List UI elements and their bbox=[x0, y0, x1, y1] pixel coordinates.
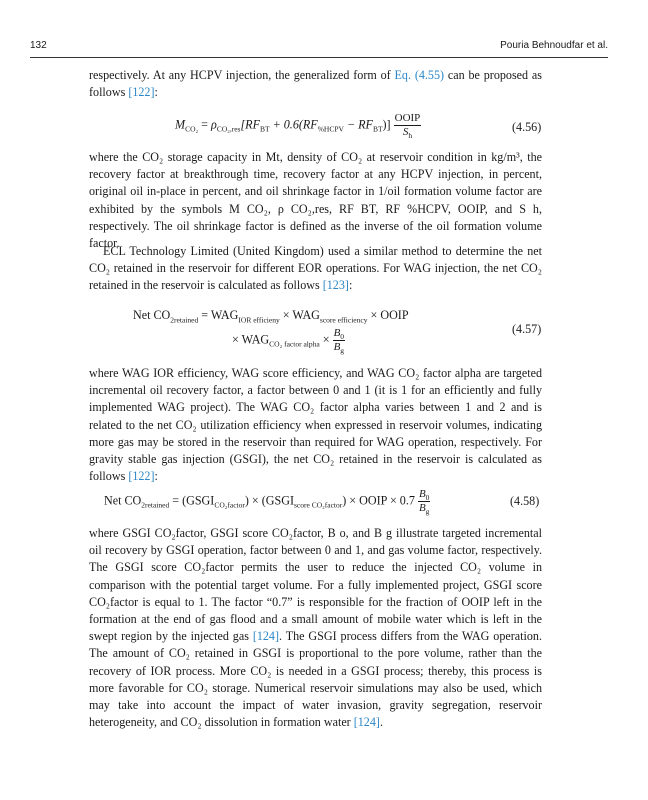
equation-number: (4.58) bbox=[510, 494, 540, 508]
citation-link[interactable]: [124] bbox=[353, 715, 380, 730]
equation-number: (4.56) bbox=[512, 120, 542, 134]
paragraph-2: where the CO₂ storage capacity in Mt, density of CO₂ at reservoir condition in kg/m³, the recovery factor at breakthrough time, recovery factor at any HCPV injection, in percent, original oil in-place in percent, and oil shrinkage factor in 1/oil formation volume factor are exhibited by the symbols M CO₂, ρ CO₂,res, RF BT, RF %HCPV, OOIP, and S h, respectively. The oil shrinkage factor is defined as the inverse of the oil formation volume factor. bbox=[89, 150, 542, 251]
equation-link[interactable]: Eq. (4.55) bbox=[394, 68, 445, 82]
citation-link[interactable]: [122] bbox=[128, 85, 155, 100]
fraction: $\frac{B_0}{B_g}$ bbox=[333, 327, 345, 356]
page-header bbox=[30, 38, 608, 56]
equation-number: (4.57) bbox=[512, 322, 542, 336]
running-head-authors: Pouria Behnoudfar et al. bbox=[500, 40, 608, 51]
equation-4-58: Net $CO_{2retained}$ = $(GSGI_{CO_2factor})$ × $(GSGI_{score CO_2factor})$ × OOIP × 0.7 $\frac{B_0}{B_g}$ bbox=[104, 488, 430, 517]
fraction: $\frac{B_0}{B_g}$ bbox=[418, 488, 430, 517]
equation-4-56: $M_{CO_2} = \rho_{CO_2,res}[RF_{BT} + 0.6(RF_{\%HCPV} - RF_{BT})]$ $\frac{\text{OOIP}}{S_h}$ bbox=[175, 112, 421, 141]
paragraph-3: ECL Technology Limited (United Kingdom) used a similar method to determine the net CO₂ retained in the reservoir for different EOR operations. For WAG injection, the net CO₂ retained in the reservoir is calculated as follows [123]: bbox=[89, 244, 542, 293]
equation-4-57-line-1: Net $CO_{2retained} = WAG_{IOR efficieny} \times WAG_{score efficiency}$ × OOIP bbox=[133, 308, 409, 325]
page-number: 132 bbox=[30, 40, 47, 51]
paragraph-1: respectively. At any HCPV injection, the generalized form of Eq. (4.55) can be proposed as follows [122]: bbox=[89, 68, 542, 100]
equation-4-57-line-2: × $WAG_{CO_2 factor alpha}$ × $\frac{B_0}{B_g}$ bbox=[232, 327, 345, 356]
paragraph-5: where GSGI CO₂factor, GSGI score CO₂factor, B o, and B g illustrate targeted incremental oil recovery by GSGI operation, factor between 0 and 1, and gas volume factor, respectively. The GSGI score CO₂factor permits the user to reduce the injected CO₂ volume in comparison with the potential target volume. For a fully implemented project, GSGI score CO₂factor is equal to 1. The factor “0.7” is responsible for the fraction of OOIP left in the formation at the end of gas flood and a small amount of mobile water which is left in the swept region by the injected gas [124]. The GSGI process differs from the WAG operation. The amount of CO₂ retained in GSGI is proportional to the pore volume, rather than the recovery of IOR process. More CO₂ is needed in a GSGI process; thereby, this process is more favorable for CO₂ storage. Numerical reservoir simulations may also be used, which may take into account the impact of water invasion, gravity segregation, reservoir heterogeneity, and CO₂ dissolution in formation water [124]. bbox=[89, 526, 542, 730]
paragraph-4: where WAG IOR efficiency, WAG score efficiency, and WAG CO₂ factor alpha are targeted incremental oil recovery factor, a factor between 0 and 1 (it is 1 for an efficiently and fully implemented WAG project). The WAG CO₂ factor alpha varies between 1 and 2 and is related to the net CO₂ utilization efficiency when expressed in reservoir volumes, indicating more gas may be stored in the reservoir than required for WAG operation, respectively. For gravity stable gas injection (GSGI), the net CO₂ retained in the reservoir is calculated as follows [122]: bbox=[89, 366, 542, 484]
citation-link[interactable]: [122] bbox=[128, 469, 155, 484]
fraction: $\frac{\text{OOIP}}{S_h}$ bbox=[394, 112, 421, 141]
header-rule bbox=[30, 57, 608, 58]
citation-link[interactable]: [124] bbox=[252, 629, 280, 644]
citation-link[interactable]: [123] bbox=[322, 278, 349, 293]
